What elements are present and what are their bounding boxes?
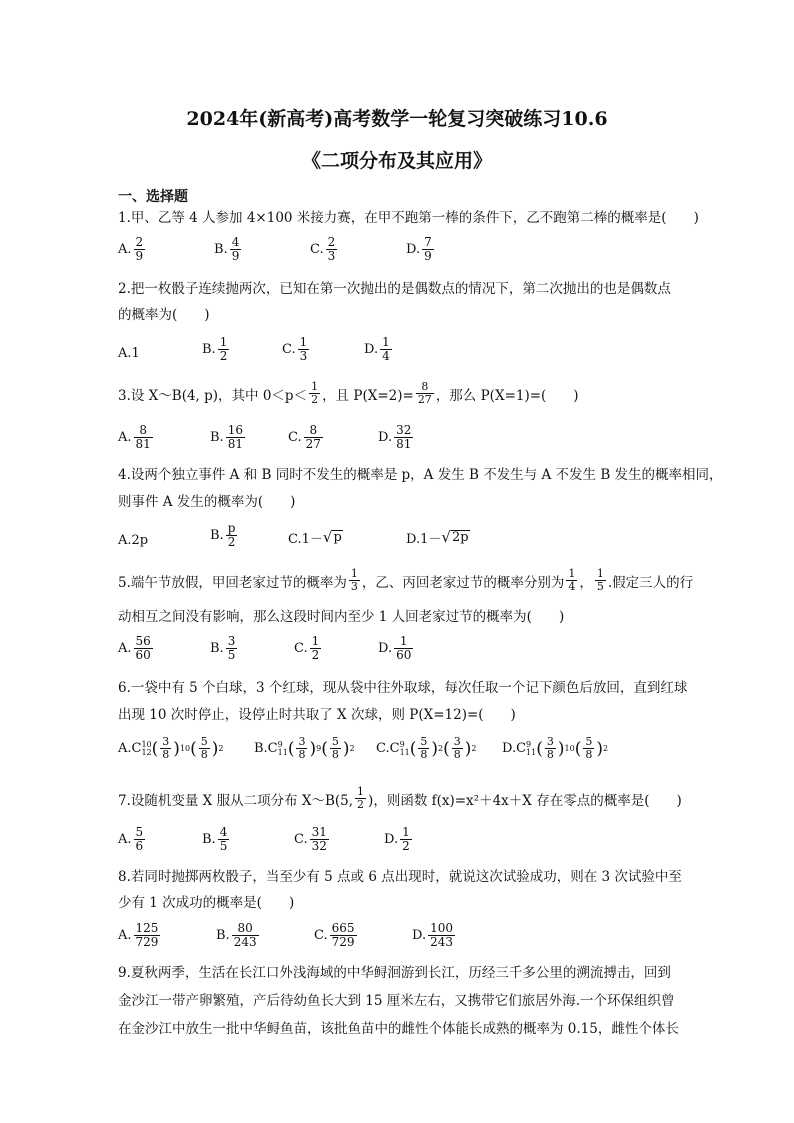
q1-option-b — [214, 236, 243, 263]
q8-b-num: 80 — [237, 921, 253, 935]
comb-lower-index: 11 — [277, 747, 288, 757]
q2-b-den: 2 — [219, 349, 228, 363]
q1-option-c — [310, 236, 339, 263]
q2-option-c-label: C. — [282, 342, 296, 357]
q1-b-den: 9 — [231, 249, 240, 263]
q4-option-d-label: D.1－ — [406, 532, 442, 547]
q1-b-num: 4 — [231, 235, 240, 249]
q5-sep: ， — [579, 574, 593, 591]
q3-option-d-label: D. — [378, 430, 393, 445]
comb-upper-index: 9 — [277, 739, 283, 749]
q7-c-num: 31 — [311, 825, 327, 839]
q2-option-d — [364, 336, 394, 363]
comb-lower-index: 11 — [526, 747, 537, 757]
q7-option-b-label: B. — [202, 832, 216, 847]
q7-option-c — [294, 826, 331, 853]
q8-option-a — [118, 922, 162, 949]
q6-a-label: A.C — [118, 741, 142, 756]
q6-option-b: B.C 9 11 ( $\frac{3}{8}$ ) 9 ( $\frac{5}{8}$ ) 2 — [254, 735, 355, 761]
q2-d-num: 1 — [382, 335, 390, 349]
q6-b-sup — [278, 741, 288, 757]
q5-frac3-den: 5 — [596, 580, 604, 593]
q5-a-den: 60 — [135, 648, 151, 662]
q5-pre: 5.端午节放假，甲回老家过节的概率为 — [118, 574, 347, 591]
q6-d-f2-den: 8 — [585, 748, 593, 761]
q6-c-f1-den: 8 — [420, 748, 428, 761]
q6-a-e1: 10 — [179, 744, 191, 753]
question-8-line-1: 8.若同时抛掷两枚骰子，当至少有 5 点或 6 点出现时，就说这次试验成功，则在 3 次试验中至 — [118, 869, 682, 885]
q6-b-f2-num: 5 — [331, 735, 339, 748]
q1-d-den: 9 — [424, 249, 432, 263]
q6-d-e1: 10 — [564, 744, 575, 753]
q6-a-sup — [141, 741, 151, 757]
q1-option-c-label: C. — [310, 242, 324, 257]
question-9-line-2: 金沙江一带产卵繁殖，产后待幼鱼长大到 15 厘米左右，又携带它们旅居外海.一个环保组织曾 — [118, 993, 675, 1009]
q8-c-den: 729 — [331, 935, 355, 949]
q8-option-d — [412, 922, 457, 949]
q5-option-a-label: A. — [118, 641, 132, 656]
question-9-line-1: 9.夏秋两季，生活在长江口外浅海域的中华鲟洄游到长江，历经三千多公里的溯流搏击，回到 — [118, 965, 671, 981]
q6-d-e2: 2 — [602, 744, 609, 753]
q1-option-a — [118, 236, 147, 263]
q3-option-c — [288, 424, 325, 451]
q3-frac2-num: 8 — [421, 380, 429, 393]
q5-d-den: 60 — [396, 648, 412, 662]
question-6-line-2: 出现 10 次时停止，设停止时共取了 X 次球，则 P(X=12)=( ) — [118, 707, 516, 723]
question-3-text — [118, 381, 579, 406]
q4-c-radicand: p — [333, 530, 342, 545]
q5-d-num: 1 — [399, 634, 408, 648]
q7-option-a — [118, 826, 147, 853]
question-6-line-1: 6.一袋中有 5 个白球，3 个红球，现从袋中往外取球，每次任取一个记下颜色后放回，直到红球 — [118, 680, 688, 696]
q1-a-num: 2 — [135, 235, 144, 249]
question-2-line-2: 的概率为( ) — [118, 307, 210, 323]
q3-frac1-num: 1 — [311, 380, 319, 393]
q3-option-a-label: A. — [118, 430, 132, 445]
q1-c-den: 3 — [327, 249, 336, 263]
q3-c-den: 27 — [305, 437, 321, 451]
question-1-text: 1.甲、乙等 4 人参加 4×100 米接力赛，在甲不跑第一棒的条件下，乙不跑第二棒的概率是( ) — [118, 210, 699, 226]
q6-d-label: D.C — [502, 741, 527, 756]
q4-option-d — [406, 528, 470, 547]
q3-post: ，那么 P(X=1)=( ) — [435, 387, 579, 404]
q6-b-f2-den: 8 — [331, 748, 339, 761]
q5-option-a — [118, 635, 155, 662]
question-4-line-2: 则事件 A 发生的概率为( ) — [118, 494, 296, 510]
q3-option-d — [378, 424, 415, 451]
q5-option-d — [378, 635, 415, 662]
q5-frac3-num: 1 — [596, 567, 604, 580]
q6-c-label: C.C — [376, 741, 400, 756]
q7-option-a-label: A. — [118, 832, 132, 847]
q6-c-sup — [400, 741, 410, 757]
q6-option-d: D.C 9 11 ( $\frac{3}{8}$ ) 10 ( $\frac{5}{8}$ ) 2 — [502, 735, 609, 761]
question-7-text — [118, 786, 682, 811]
q3-b-den: 81 — [227, 437, 243, 451]
radical-icon: √ — [441, 528, 451, 546]
q8-option-d-label: D. — [412, 928, 427, 943]
q5-b-den: 5 — [227, 648, 236, 662]
q6-a-f2-den: 8 — [200, 748, 208, 761]
q8-option-a-label: A. — [118, 928, 132, 943]
q6-c-f1-num: 5 — [420, 735, 428, 748]
q4-option-b-label: B. — [210, 528, 224, 543]
q7-b-den: 5 — [219, 839, 228, 853]
q8-a-den: 729 — [135, 935, 159, 949]
q1-option-a-label: A. — [118, 242, 132, 257]
q2-b-num: 1 — [219, 335, 228, 349]
q5-a-num: 56 — [135, 634, 151, 648]
q2-c-den: 3 — [299, 349, 308, 363]
q2-c-num: 1 — [299, 335, 308, 349]
q2-option-a: A.1 — [118, 345, 140, 361]
q5-mid: ，乙、丙回老家过节的概率分别为 — [361, 574, 565, 591]
q6-d-sup — [526, 741, 536, 757]
q1-option-d-label: D. — [406, 242, 421, 257]
question-4-line-1: 4.设两个独立事件 A 和 B 同时不发生的概率是 p，A 发生 B 不发生与 A 不发生 B 发生的概率相同， — [118, 467, 723, 483]
q3-frac1-den: 2 — [311, 393, 319, 406]
q3-pre: 3.设 X～B(4, p)，其中 0＜p＜ — [118, 387, 308, 404]
q4-b-num: p — [227, 521, 236, 535]
q3-a-den: 81 — [135, 437, 151, 451]
comb-lower-index: 12 — [141, 747, 152, 757]
q7-frac1-num: 1 — [357, 785, 365, 798]
q2-option-d-label: D. — [364, 342, 379, 357]
q8-option-b-label: B. — [216, 928, 230, 943]
q7-a-num: 5 — [135, 825, 144, 839]
q4-option-c — [288, 528, 343, 547]
q7-d-num: 1 — [402, 825, 410, 839]
question-2-line-1: 2.把一枚骰子连续抛两次，已知在第一次抛出的是偶数点的情况下，第二次抛出的也是偶数点 — [118, 281, 671, 297]
q4-option-a: A.2p — [118, 532, 149, 548]
q3-d-den: 81 — [396, 437, 412, 451]
q6-c-e2: 2 — [471, 744, 477, 753]
q6-b-e1: 9 — [316, 744, 322, 753]
q4-option-c-label: C.1－ — [288, 532, 323, 547]
question-9-line-3: 在金沙江中放生一批中华鲟鱼苗，该批鱼苗中的雌性个体能长成熟的概率为 0.15，雌性个体长 — [118, 1021, 679, 1037]
q8-d-den: 243 — [430, 935, 453, 949]
q6-d-f1-den: 8 — [546, 748, 554, 761]
comb-upper-index: 9 — [399, 739, 405, 749]
q5-option-b-label: B. — [210, 641, 224, 656]
question-8-line-2: 少有 1 次成功的概率是( ) — [118, 895, 295, 911]
q7-post: )，则函数 f(x)=x²＋4x＋X 存在零点的概率是( ) — [368, 792, 682, 809]
q3-mid: ，且 P(X=2)= — [322, 387, 414, 404]
q5-option-b — [210, 635, 239, 662]
q7-d-den: 2 — [402, 839, 410, 853]
q6-option-a: A.C 10 12 ( $\frac{3}{8}$ ) 10 ( $\frac{5}{8}$ ) 2 — [118, 735, 224, 761]
q2-option-b — [202, 336, 231, 363]
document-subtitle: 《二项分布及其应用》 — [301, 150, 492, 172]
q2-option-b-label: B. — [202, 342, 216, 357]
q3-a-num: 8 — [139, 423, 147, 437]
q7-b-num: 4 — [219, 825, 228, 839]
q3-option-c-label: C. — [288, 430, 302, 445]
q5-frac1-den: 3 — [350, 580, 358, 593]
comb-upper-index: 9 — [526, 739, 532, 749]
q7-c-den: 32 — [311, 839, 327, 853]
q2-option-c — [282, 336, 311, 363]
q8-b-den: 243 — [233, 935, 257, 949]
document-title: 2024年(新高考)高考数学一轮复习突破练习10.6 — [186, 108, 608, 130]
q6-b-label: B.C — [254, 741, 278, 756]
q8-c-num: 665 — [331, 921, 355, 935]
q4-d-radicand: 2p — [451, 530, 469, 545]
q8-option-b — [216, 922, 261, 949]
q4-b-den: 2 — [227, 535, 236, 549]
q6-b-e2: 2 — [349, 744, 355, 753]
q3-option-b-label: B. — [210, 430, 224, 445]
q6-c-f2-num: 3 — [453, 735, 461, 748]
q2-d-den: 4 — [382, 349, 390, 363]
q6-a-e2: 2 — [218, 744, 224, 753]
q1-option-d — [406, 236, 436, 263]
question-5-line-2: 动相互之间没有影响，那么这段时间内至少 1 人回老家过节的概率为( ) — [118, 609, 565, 625]
q1-option-b-label: B. — [214, 242, 228, 257]
q5-post: .假定三人的行 — [607, 574, 694, 591]
q5-option-d-label: D. — [378, 641, 393, 656]
q1-d-num: 7 — [424, 235, 432, 249]
q5-frac1-num: 1 — [350, 567, 358, 580]
q1-a-den: 9 — [135, 249, 144, 263]
q3-option-b — [210, 424, 247, 451]
q6-a-f1-den: 8 — [162, 748, 170, 761]
q3-c-num: 8 — [309, 423, 318, 437]
q5-option-c-label: C. — [294, 641, 308, 656]
q3-frac2-den: 27 — [417, 393, 432, 406]
q7-option-c-label: C. — [294, 832, 308, 847]
q7-pre: 7.设随机变量 X 服从二项分布 X～B(5, — [118, 792, 354, 809]
q5-frac2-num: 1 — [568, 567, 576, 580]
q5-frac2-den: 4 — [568, 580, 576, 593]
q5-c-num: 1 — [311, 634, 320, 648]
section-heading: 一、选择题 — [118, 189, 188, 205]
q4-option-b — [210, 522, 239, 549]
comb-lower-index: 11 — [399, 747, 410, 757]
q5-option-c — [294, 635, 323, 662]
q7-frac1-den: 2 — [357, 798, 365, 811]
q8-option-c-label: C. — [314, 928, 328, 943]
q6-a-f1-num: 3 — [162, 735, 170, 748]
q6-option-c: C.C 9 11 ( $\frac{5}{8}$ ) 2 ( $\frac{3}{8}$ ) 2 — [376, 735, 477, 761]
q3-b-num: 16 — [227, 423, 243, 437]
q6-b-f1-num: 3 — [298, 735, 306, 748]
q8-a-num: 125 — [135, 921, 159, 935]
q6-c-e1: 2 — [438, 744, 444, 753]
q5-b-num: 3 — [227, 634, 236, 648]
q5-c-den: 2 — [311, 648, 320, 662]
q6-c-f2-den: 8 — [453, 748, 461, 761]
q6-d-f1-num: 3 — [546, 735, 554, 748]
q7-option-d — [384, 826, 414, 853]
q6-b-f1-den: 8 — [298, 748, 306, 761]
radical-icon: √ — [322, 528, 333, 546]
q7-a-den: 6 — [135, 839, 144, 853]
comb-upper-index: 10 — [141, 739, 152, 749]
q8-option-c — [314, 922, 359, 949]
q7-option-d-label: D. — [384, 832, 399, 847]
q6-d-f2-num: 5 — [585, 735, 593, 748]
q3-d-num: 32 — [396, 423, 412, 437]
q1-c-num: 2 — [327, 235, 336, 249]
q8-d-num: 100 — [430, 921, 453, 935]
q3-option-a — [118, 424, 155, 451]
question-5-line-1 — [118, 568, 693, 593]
q7-option-b — [202, 826, 231, 853]
q6-a-f2-num: 5 — [200, 735, 208, 748]
